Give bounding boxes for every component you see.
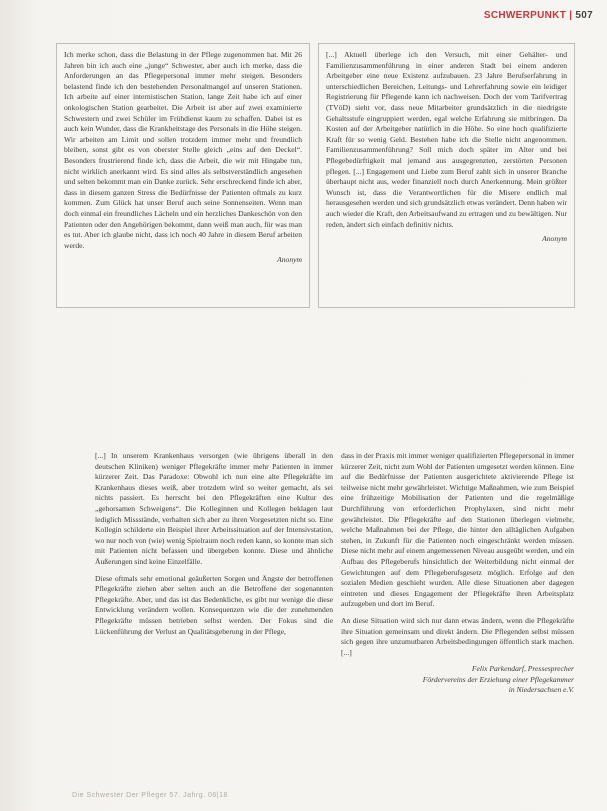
article-paragraph: dass in der Praxis mit immer weniger qualifizierten Pflegepersonal in immer kürzerer Zeit, nicht zum Wohl der Patienten umgesetzt werden können. Eine auf die Bedürfnisse der Patienten ausgerichtete aktivierende Pflege ist teilweise nicht mehr gewährleistet. Wichtige Maßnahmen, wie zum Beispiel eine frühzeitige Mobilisation der Patienten und die regelmäßige Durchführung von erforderlichen Prophylaxen, sind nicht mehr gewährleistet. Die Pflegekräfte auf den Stationen überlegen vielmehr, welche Maßnahmen bei der Pflege, die hinter den alltäglichen Aufgaben stehen, in Zukunft für die Patienten noch eingeschränkt werden müssen. Diese nicht mehr auf einem angemessenen Niveau ausgeübt werden, und ein Aufbau des Pflegeberufs hinsichtlich der Weiterbildung nicht einmal der Gewichtungen auf dem Pflegeberufsgesetz möglich. Erfolge auf den sozialen Medien geschieht wurden. Alle diese Situationen aber dagegen eintreten und dieses Engagement der Pflegekräfte ihren Arbeitsplatz aufzugeben und dort im Beruf. [341, 451, 574, 609]
page-header [484, 10, 593, 21]
article-paragraph: Diese oftmals sehr emotional geäußerten Sorgen und Ängste der betroffenen Pflegekräfte ziehen aber selten auch an die Betroffene der sogenannten Pflegekräfte. Aber, und das ist das Bedenkliche, es gibt nur wenige die diese Entwicklung verändern wollen. Konsequenzen wie die der zunehmenden Pflegekräfte müssen betrieben selbst werden. Der Fokus sind die Lückenführung der Verlust an Qualitätsgeberung in der Pflege, [95, 573, 333, 636]
quote-source: Anonym [277, 255, 302, 265]
author-role: Fördervereins der Erziehung einer Pflegekammer [422, 674, 574, 684]
page-number: 507 [575, 10, 593, 21]
page-footer: Die Schwester Der Pfleger 57. Jahrg. 06|18 [72, 792, 228, 799]
header-separator: | [569, 10, 573, 21]
quote-box-right [318, 43, 575, 308]
quote-text: Ich merke schon, dass die Belastung in der Pflege zugenommen hat. Mit 26 Jahren bin ich auch eine „junge“ Schwester, aber auch ich merke, dass die Anforderungen an das Pflegepersonal immer mehr steigen. Besonders belastend finde ich den bestehenden Personalmangel auf unseren Stationen. Ich arbeite auf einer internistischen Station, lange Zeit habe ich auf einer onkologischen Station gearbeitet. Die Arbeit ist aber auf zwei examinierte Schwestern und zwei Schüler im Frühdienst kaum zu schaffen. Dabei ist es auch kein Wunder, dass die Krankheitstage des Personals in die Höhe steigen. Wir arbeiten am Limit und sollen trotzdem immer mehr und freundlich bleiben, sonst gibt es von oberster Stelle gleich „eins auf den Deckel“. Besonders frustrierend finde ich, dass die Arbeit, die wir mit Hingabe tun, nicht wirklich anerkannt wird. Es sind alles als selbstverständlich angesehen und selten bekommt man ein Danke zurück. Sehr erschreckend finde ich aber, dass in diesem ganzen Stress die Bedürfnisse der Patienten oftmals zu kurz kommen. Zum Glück hat unser Beruf auch seine Sonnenseiten. Wenn man doch einmal ein freundliches Lächeln und ein herzliches Dankeschön von den Patienten oder den Angehörigen bekommt, dann weiß man auch, für was man es tut. Aber ich glaube nicht, dass ich noch 40 Jahre in diesem Beruf arbeiten werde. [64, 50, 302, 250]
quote-text: [...] Aktuell überlege ich den Versuch, mit einer Gehälter- und Familienzusammenführung in einer anderen Stadt bei einem anderen Arbeitgeber eine neue Existenz aufzubauen. 23 Jahre Berufserfahrung in unterschiedlichen Bereichen, Leitungs- und Lehrerfahrung sowie ein leidiger Registrierung für Pflegende kann ich nachweisen. Doch der vom Tarifvertrag (TVöD) sieht vor, dass neue Mitarbeiter grundsätzlich in die niedrigste Gehaltsstufe eingruppiert werden, egal welche Erfahrung sie mitbringen. Da Kosten auf der Arbeitgeber natürlich in die Höhe. So eine hoch qualifizierte Kraft für so wenig Geld. Bestehen habe ich die Stelle nicht angenommen. Familienzusammenführung? Soll mich doch später im Alter und bei Pflegebedürftigkeit mal jemand aus ausgegrenzten, zerstörten Personen pflegen. [...] Engagement und Liebe zum Beruf zahlt sich in unserer Branche überhaupt nicht aus, weder finanziell noch durch Anerkennung. Mein größter Wunsch ist, dass die Verantwortlichen für die Misere endlich mal herausgesehen werden und sich grundsätzlich etwas verändert. Denn haben wir auch wieder die Kraft, den Arbeitsaufwand zu ertragen und zu bewältigen. Nur reden, ändert sich einfach definitiv nichts. [326, 50, 567, 229]
author-name: Felix Parkendarf, Pressesprecher [471, 664, 574, 674]
quote-box-left [56, 43, 310, 308]
author-signature [341, 664, 574, 696]
section-title: SCHWERPUNKT [483, 10, 567, 21]
quote-source: Anonym [542, 234, 567, 244]
article-paragraph: An diese Situation wird sich nur dann etwas ändern, wenn die Pflegekräfte ihre Situation gemeinsam und direkt ändern. Die Pflegenden selbst müssen sich gegen ihre unzumutbaren Arbeitsbedingungen öffentlich stark machen. [...] [341, 615, 574, 657]
article-column-right [341, 451, 574, 751]
article-paragraph: [...] In unserem Krankenhaus versorgen (wie übrigens überall in den deutschen Kliniken) weniger Pflegekräfte immer mehr Patienten in immer kürzerer Zeit. Das Paradoxe: Obwohl ich nun eine alte Pflegekräfte im Krankenhaus dieses weiß, aber trotzdem wird so weiter gemacht, als sei nichts passiert. Es herrscht bei den Pflegekräften eine Kultur des „gehorsamen Schweigens“. Die Kolleginnen und Kollegen beklagen laut lediglich Missstände, verhalten sich aber zu ihren Vorgesetzten nicht so. Eine Kollegin schilderte ein Beispiel ihrer Arbeitssituation auf der Intensivstation, wo nur noch von (wie) wenig Spielraum noch reden kann, so konnte man sich mit Patienten nicht befassen und übergeben konnte. Diese und ähnliche Äußerungen sind keine Einzelfälle. [95, 451, 333, 566]
article-column-left [95, 451, 333, 751]
author-place: in Niedersachsen e.V. [508, 685, 574, 695]
